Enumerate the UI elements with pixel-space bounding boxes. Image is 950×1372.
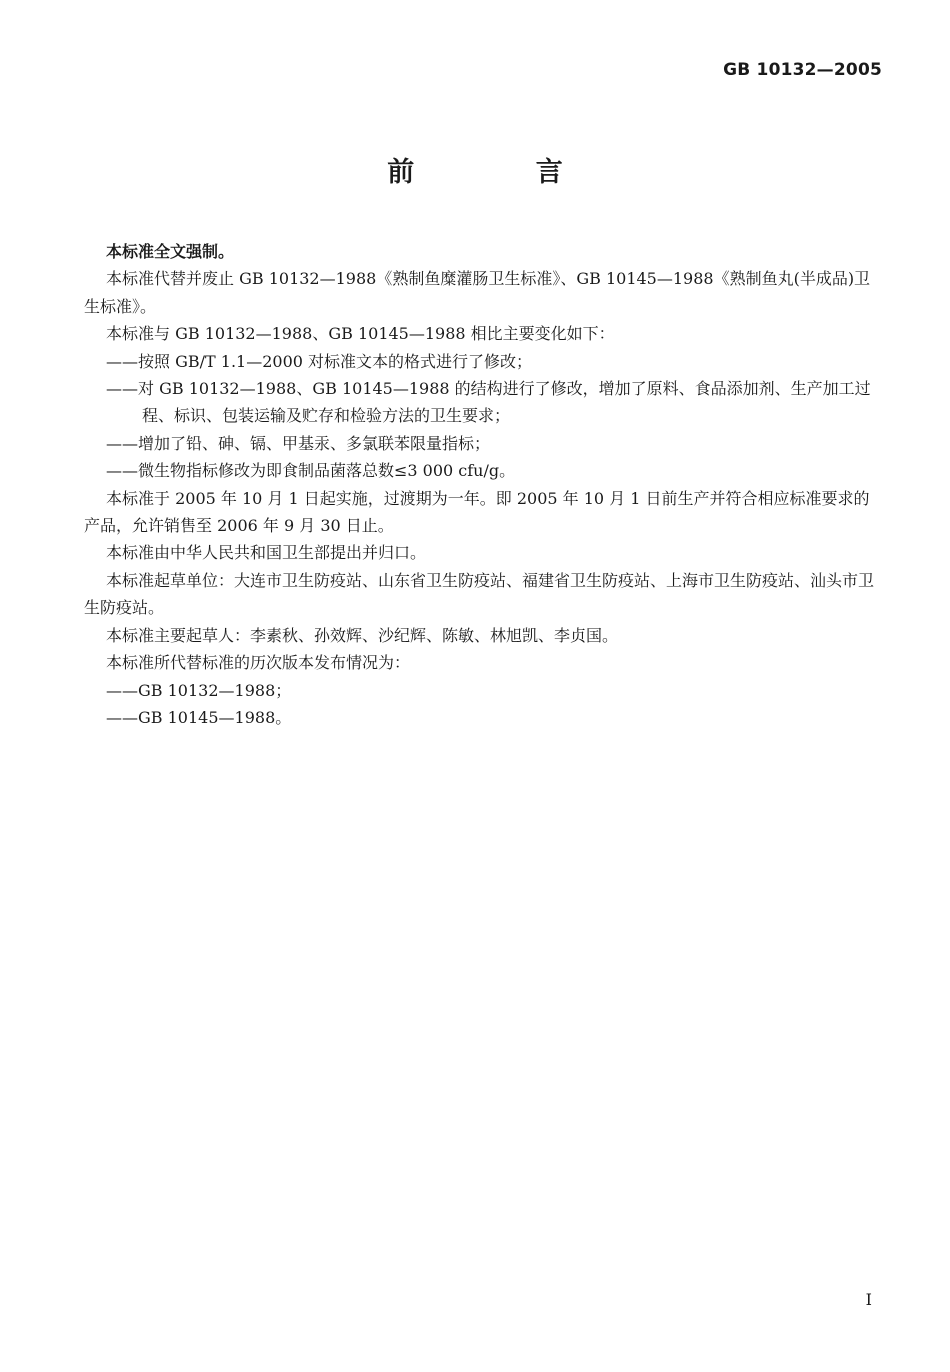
paragraph-changes-intro: 本标准与 GB 10132—1988、GB 10145—1988 相比主要变化如下：: [106, 324, 615, 344]
paragraph-effective-date: 本标准于 2005 年 10 月 1 日起实施，过渡期为一年。即 2005 年 10 月 1 日前生产并符合相应标准要求的产品，允许销售至 2006 年 9 月 30 日止。: [84, 488, 870, 536]
history-item: ——GB 10145—1988。: [106, 707, 292, 727]
paragraph-replaces: 本标准代替并废止 GB 10132—1988《熟制鱼糜灌肠卫生标准》、GB 10145—1988《熟制鱼丸(半成品)卫生标准》。: [84, 269, 871, 316]
paragraph-drafting-units: 本标准起草单位：大连市卫生防疫站、山东省卫生防疫站、福建省卫生防疫站、上海市卫生防疫站、汕头市卫生防疫站。: [84, 570, 875, 618]
paragraph-proposed-by: 本标准由中华人民共和国卫生部提出并归口。: [106, 543, 427, 563]
standard-number: GB 10132—2005: [723, 60, 882, 80]
change-item-microbial: ——微生物指标修改为即食制品菌落总数≤3 000 cfu/g。: [106, 461, 516, 481]
page-title: 前 言: [387, 157, 619, 188]
history-item: ——GB 10132—1988；: [106, 680, 292, 700]
change-item-limits: ——增加了铅、砷、镉、甲基汞、多氯联苯限量指标；: [106, 433, 491, 453]
page-number: I: [865, 1290, 872, 1309]
paragraph-drafters: 本标准主要起草人：李素秋、孙效辉、沙纪辉、陈敏、林旭凯、李贞国。: [106, 625, 619, 645]
foreword-body: [84, 238, 884, 731]
paragraph-history-intro: 本标准所代替标准的历次版本发布情况为：: [106, 653, 411, 673]
paragraph-mandatory: 本标准全文强制。: [106, 242, 235, 261]
change-item-format: ——按照 GB/T 1.1—2000 对标准文本的格式进行了修改；: [106, 351, 533, 371]
change-item-structure: ——对 GB 10132—1988、GB 10145—1988 的结构进行了修改，增加了原料、食品添加剂、生产加工过程、标识、包装运输及贮存和检验方法的卫生要求；: [106, 379, 871, 426]
